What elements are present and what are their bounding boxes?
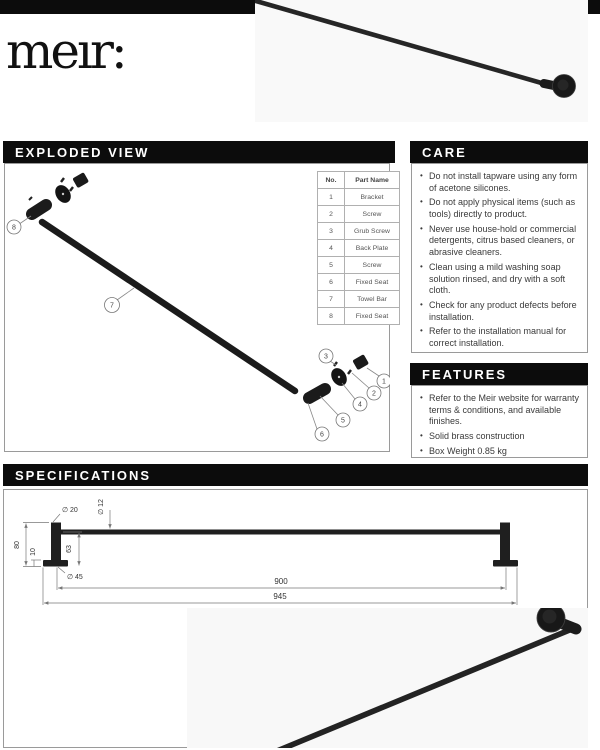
parts-table-header-row xyxy=(318,172,400,189)
back-plate-left-hole xyxy=(62,193,64,195)
table-row xyxy=(318,223,400,240)
parts-table xyxy=(317,171,400,325)
parts-table-body xyxy=(318,189,400,325)
care-bullet-list xyxy=(412,164,587,350)
side-view-bar xyxy=(58,530,508,535)
side-view-product xyxy=(43,523,518,567)
photo-background xyxy=(187,608,588,748)
table-cell: Screw xyxy=(345,206,400,223)
table-row xyxy=(318,189,400,206)
back-plate-right-hole xyxy=(338,376,340,378)
dim-overall-height: 80 xyxy=(14,541,21,549)
side-view-base-right xyxy=(493,560,518,567)
svg-text:5: 5 xyxy=(341,417,345,425)
table-cell: Grub Screw xyxy=(345,223,400,240)
fixed-seat-right xyxy=(309,389,325,398)
care-header: CARE xyxy=(410,141,588,163)
bullet-item: • Check for any product defects before installation. xyxy=(420,300,581,323)
photo-background xyxy=(255,0,588,122)
dim-drop-height: 63 xyxy=(66,545,73,553)
dim-post-diameter: ∅ 20 xyxy=(62,507,78,514)
dim-overall-length: 945 xyxy=(273,592,287,601)
fixed-seat-left xyxy=(32,205,46,214)
callout-1 xyxy=(377,374,390,388)
table-cell: 2 xyxy=(318,206,345,223)
bullet-item: • Do not install tapware using any form of acetone silicones. xyxy=(420,171,581,194)
table-cell: 8 xyxy=(318,308,345,325)
wall-flange-hub xyxy=(558,80,569,91)
svg-text:3: 3 xyxy=(324,353,328,361)
dim-base-plate-diameter: ∅ 45 xyxy=(67,574,83,581)
bullet-item: • Box Weight 0.85 kg xyxy=(420,446,581,458)
column-header-no: No. xyxy=(318,172,345,189)
table-cell: Fixed Seat xyxy=(345,274,400,291)
specifications-header: SPECIFICATIONS xyxy=(3,464,588,486)
table-cell: Screw xyxy=(345,257,400,274)
bullet-item: • Refer to the Meir website for warranty terms & conditions, and available finishes. xyxy=(420,393,581,428)
table-cell: 7 xyxy=(318,291,345,308)
callout-3 xyxy=(319,349,333,363)
bullet-item: • Refer to the installation manual for correct installation. xyxy=(420,326,581,349)
product-photo-top xyxy=(255,0,588,122)
table-row xyxy=(318,274,400,291)
bullet-item: • Do not apply physical items (such as tools) directly to product. xyxy=(420,197,581,220)
table-cell: Towel Bar xyxy=(345,291,400,308)
table-cell: Back Plate xyxy=(345,240,400,257)
callout-7 xyxy=(105,298,120,313)
bracket-right xyxy=(352,354,369,370)
side-view-post-right xyxy=(500,523,510,563)
svg-text:8: 8 xyxy=(12,224,16,232)
callout-2 xyxy=(367,386,381,400)
callout-8 xyxy=(7,220,21,234)
meir-logo: meır: xyxy=(6,22,125,80)
table-cell: 1 xyxy=(318,189,345,206)
side-view-post-left xyxy=(51,523,61,563)
exploded-view-header: EXPLODED VIEW xyxy=(3,141,395,163)
dim-bar-length: 900 xyxy=(274,577,288,586)
table-row xyxy=(318,257,400,274)
product-photo-bottom xyxy=(187,608,588,748)
svg-text:2: 2 xyxy=(372,390,376,398)
table-cell: 3 xyxy=(318,223,345,240)
svg-text:7: 7 xyxy=(110,302,114,310)
svg-text:4: 4 xyxy=(358,401,362,409)
table-row xyxy=(318,291,400,308)
care-panel xyxy=(411,163,588,353)
towel-bar-part xyxy=(42,222,295,391)
top-rule-left xyxy=(0,0,256,14)
dim-bar-diameter: ∅ 12 xyxy=(98,499,105,515)
callout-4 xyxy=(353,397,367,411)
dim-base-plate-height: 10 xyxy=(30,548,37,556)
bullet-item: • Never use house-hold or commercial detergents, citrus based cleaners, or abrasive cleaners. xyxy=(420,224,581,259)
table-cell: Fixed Seat xyxy=(345,308,400,325)
dimension-drawing xyxy=(3,489,588,614)
table-cell: 6 xyxy=(318,274,345,291)
dimension-lines xyxy=(23,510,517,605)
wall-flange-hub xyxy=(543,610,557,624)
features-panel xyxy=(411,385,588,458)
table-cell: 4 xyxy=(318,240,345,257)
callout-5 xyxy=(336,413,350,427)
bracket-left xyxy=(72,172,89,188)
features-header: FEATURES xyxy=(410,363,588,385)
bullet-item: • Solid brass construction xyxy=(420,431,581,443)
screw-left-b xyxy=(70,187,73,191)
grub-screw-left xyxy=(29,197,32,200)
callout-6 xyxy=(315,427,329,441)
table-row xyxy=(318,308,400,325)
features-bullet-list xyxy=(412,386,587,457)
svg-text:1: 1 xyxy=(382,378,386,386)
table-cell: 5 xyxy=(318,257,345,274)
screw-right-b xyxy=(348,370,351,374)
screw-left-a xyxy=(61,178,64,182)
table-cell: Bracket xyxy=(345,189,400,206)
column-header-part-name: Part Name xyxy=(345,172,400,189)
top-rule-right xyxy=(586,0,600,14)
table-row xyxy=(318,206,400,223)
bullet-item: • Clean using a mild washing soap solution rinsed, and dry with a soft cloth. xyxy=(420,262,581,297)
table-row xyxy=(318,240,400,257)
svg-text:6: 6 xyxy=(320,431,324,439)
side-view-base-left xyxy=(43,560,68,567)
